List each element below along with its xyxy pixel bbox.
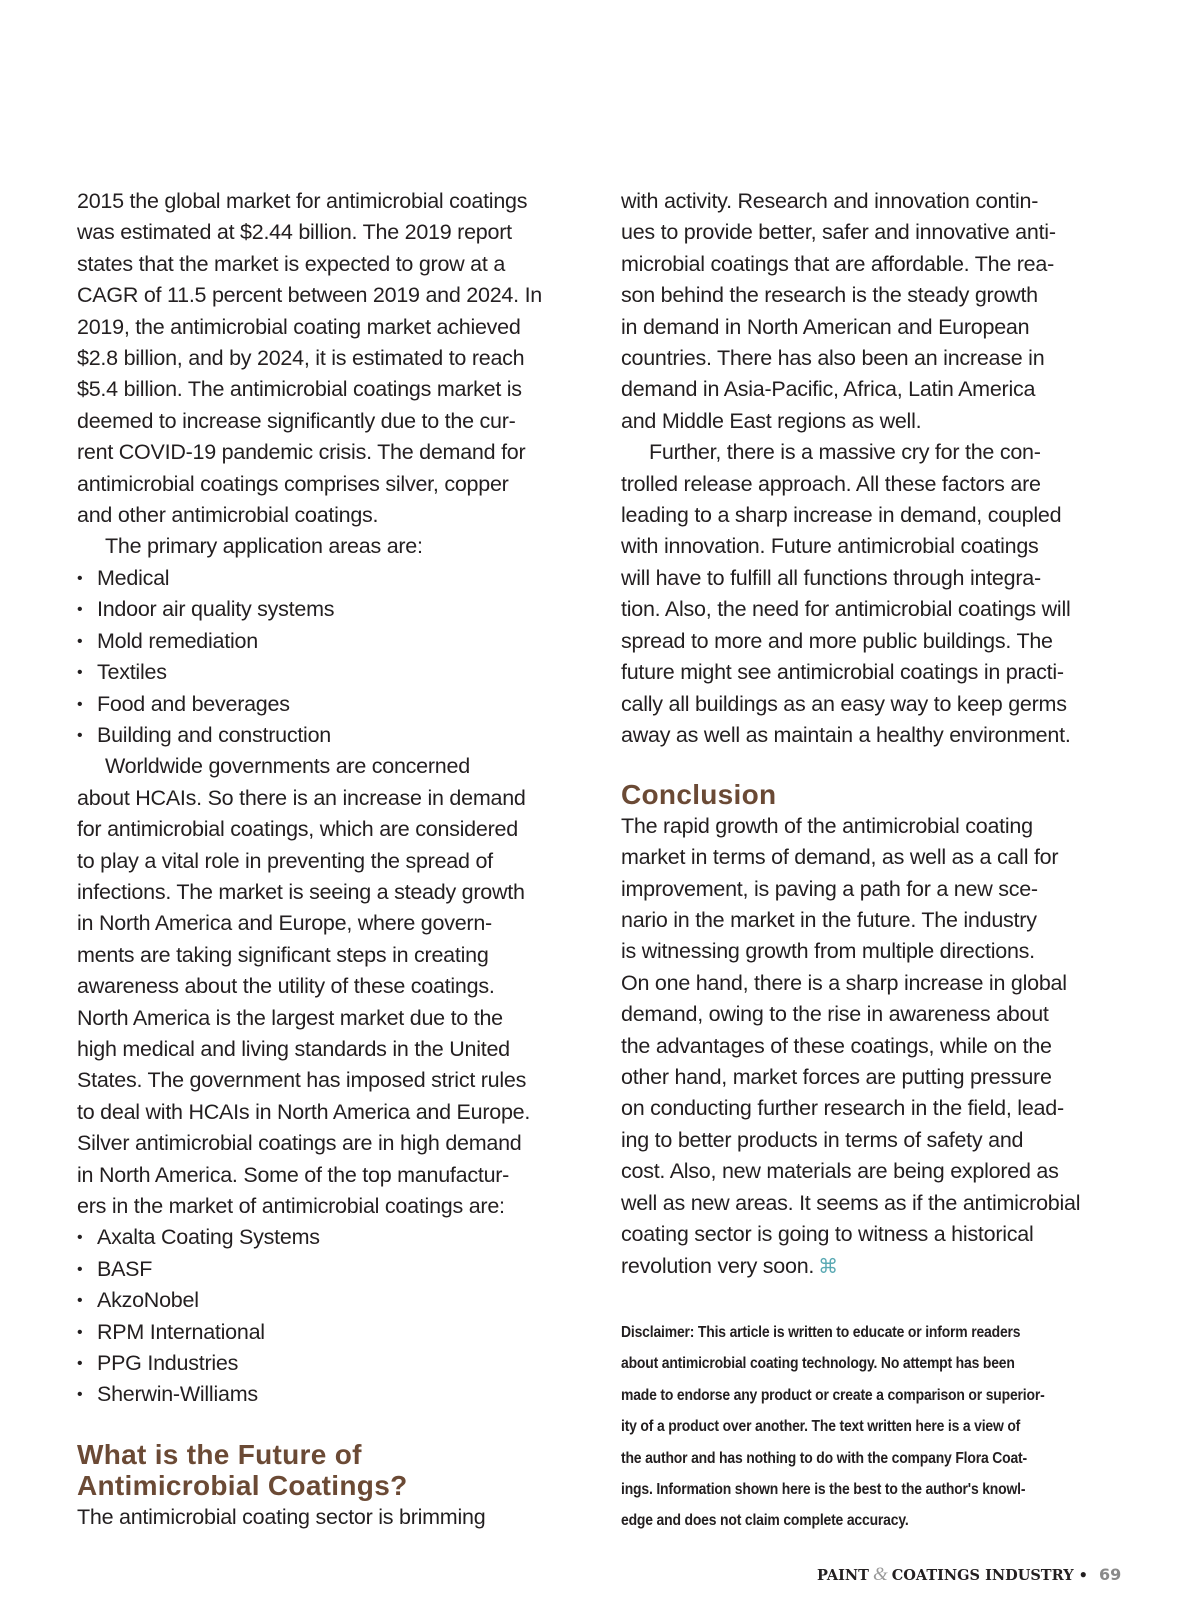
text-line: high medical and living standards in the United: [77, 1036, 510, 1061]
end-mark-icon: ⌘: [818, 1255, 838, 1278]
manufacturer-list: [77, 1222, 587, 1410]
text-line: Silver antimicrobial coatings are in high demand: [77, 1131, 522, 1156]
text-line: States. The government has imposed strict rules: [77, 1068, 527, 1093]
list-item: • Medical: [77, 563, 587, 594]
footer-separator: •: [1078, 1567, 1088, 1584]
text-line: and Middle East regions as well.: [621, 408, 922, 433]
publication-name-part2: COATINGS INDUSTRY: [891, 1567, 1074, 1584]
paragraph-conclusion: [621, 811, 1131, 1283]
list-item: • BASF: [77, 1254, 587, 1285]
section-heading-future: [77, 1439, 587, 1502]
disclaimer-line: the author and has nothing to do with the company Flora Coat-: [621, 1449, 1027, 1467]
list-item: • Axalta Coating Systems: [77, 1222, 587, 1253]
text-line: well as new areas. It seems as if the antimicrobial: [621, 1190, 1081, 1215]
ampersand: &: [872, 1564, 888, 1585]
text-line: ing to better products in terms of safety and: [621, 1127, 1024, 1152]
text-line: will have to fulfill all functions through integra-: [621, 565, 1041, 590]
text-line: deemed to increase significantly due to the cur-: [77, 408, 516, 433]
text-line: $2.8 billion, and by 2024, it is estimated to reach: [77, 346, 525, 371]
text-line: son behind the research is the steady growth: [621, 283, 1038, 308]
list-item: • Building and construction: [77, 720, 587, 751]
disclaimer-line: edge and does not claim complete accuracy.: [621, 1512, 909, 1530]
text-line: demand, owing to the rise in awareness about: [621, 1002, 1049, 1027]
text-line: on conducting further research in the field, lead-: [621, 1096, 1064, 1121]
text-line: ues to provide better, safer and innovative anti-: [621, 220, 1056, 245]
text-line: for antimicrobial coatings, which are considered: [77, 817, 518, 842]
text-line: trolled release approach. All these factors are: [621, 471, 1041, 496]
list-item: • AkzoNobel: [77, 1285, 587, 1316]
list-item: • Food and beverages: [77, 689, 587, 720]
text-line: coating sector is going to witness a historical: [621, 1222, 1034, 1247]
disclaimer-line: ity of a product over another. The text written here is a view of: [621, 1418, 1021, 1436]
text-line: microbial coatings that are affordable. The rea-: [621, 251, 1054, 276]
list-item: • RPM International: [77, 1317, 587, 1348]
text-line: in North America and Europe, where govern-: [77, 911, 492, 936]
list-item: • PPG Industries: [77, 1348, 587, 1379]
paragraph-market-size: [77, 186, 587, 531]
text-line: demand in Asia-Pacific, Africa, Latin America: [621, 377, 1036, 402]
heading-line: Antimicrobial Coatings?: [77, 1470, 408, 1502]
text-line: is witnessing growth from multiple directions.: [621, 939, 1035, 964]
page-footer: [817, 1564, 1121, 1586]
text-line: nario in the market in the future. The industry: [621, 908, 1037, 933]
text-line: Further, there is a massive cry for the con-: [649, 440, 1041, 465]
text-line: ments are taking significant steps in creating: [77, 942, 489, 967]
text-line: was estimated at $2.44 billion. The 2019 report: [77, 220, 512, 245]
disclaimer-line: about antimicrobial coating technology. No attempt has been: [621, 1355, 1015, 1373]
text-line: 2015 the global market for antimicrobial coatings: [77, 189, 528, 213]
text-line: to deal with HCAIs in North America and Europe.: [77, 1099, 531, 1124]
list-item: • Sherwin-Williams: [77, 1379, 587, 1410]
paragraph-controlled-release: [621, 437, 1131, 751]
text-line: ers in the market of antimicrobial coatings are:: [77, 1194, 505, 1218]
left-column: [77, 186, 587, 1533]
text-line: tion. Also, the need for antimicrobial coatings will: [621, 597, 1071, 622]
disclaimer-line: made to endorse any product or create a comparison or superior-: [621, 1386, 1045, 1404]
heading-line: What is the Future of: [77, 1438, 362, 1470]
text-line: the advantages of these coatings, while on the: [621, 1033, 1052, 1058]
publication-name-part1: PAINT: [817, 1567, 869, 1584]
text-line: in demand in North American and European: [621, 314, 1030, 339]
text-line: states that the market is expected to grow at a: [77, 251, 506, 276]
list-item: • Textiles: [77, 657, 587, 688]
heading-line: Conclusion: [621, 779, 777, 811]
paragraph-research: [621, 186, 1131, 437]
text-line: The antimicrobial coating sector is brimming: [77, 1504, 486, 1529]
text-line: On one hand, there is a sharp increase in global: [621, 970, 1067, 995]
text-line: other hand, market forces are putting pressure: [621, 1065, 1052, 1090]
list-item: • Mold remediation: [77, 626, 587, 657]
text-line: spread to more and more public buildings. The: [621, 628, 1053, 653]
list-item: • Indoor air quality systems: [77, 594, 587, 625]
text-line: Worldwide governments are concerned: [105, 754, 470, 779]
section-heading-conclusion: [621, 779, 1131, 811]
text-line: cally all buildings as an easy way to keep germs: [621, 691, 1067, 716]
text-line: countries. There has also been an increase in: [621, 346, 1045, 371]
disclaimer-line: Disclaimer: This article is written to educate or inform readers: [621, 1324, 1021, 1341]
text-line: with innovation. Future antimicrobial coatings: [621, 534, 1039, 559]
text-line: rent COVID-19 pandemic crisis. The demand for: [77, 440, 526, 465]
text-line: CAGR of 11.5 percent between 2019 and 2024. In: [77, 283, 543, 308]
text-line: in North America. Some of the top manufactur-: [77, 1162, 510, 1187]
text-line: $5.4 billion. The antimicrobial coatings market is: [77, 377, 522, 402]
text-line: leading to a sharp increase in demand, coupled: [621, 503, 1062, 528]
disclaimer: [621, 1317, 1131, 1537]
paragraph-governments: [77, 751, 587, 1222]
text-line: away as well as maintain a healthy environment.: [621, 722, 1071, 747]
text-line: with activity. Research and innovation contin-: [621, 189, 1039, 213]
text-line: improvement, is paving a path for a new sce-: [621, 876, 1038, 901]
application-list: [77, 563, 587, 751]
text-line: North America is the largest market due to the: [77, 1005, 503, 1030]
text-line: to play a vital role in preventing the spread of: [77, 848, 493, 873]
right-column: [621, 186, 1131, 1283]
text-line: The rapid growth of the antimicrobial coating: [621, 813, 1033, 838]
text-line-content: revolution very soon.: [621, 1253, 815, 1278]
text-line: infections. The market is seeing a steady growth: [77, 879, 525, 904]
text-line: and other antimicrobial coatings.: [77, 503, 379, 528]
text-line: 2019, the antimicrobial coating market achieved: [77, 314, 521, 339]
text-line: about HCAIs. So there is an increase in demand: [77, 785, 526, 810]
text-line: cost. Also, new materials are being explored as: [621, 1159, 1059, 1184]
text-line: [621, 1251, 1131, 1283]
application-intro: The primary application areas are:: [105, 534, 423, 559]
text-line: market in terms of demand, as well as a call for: [621, 845, 1059, 870]
text-line: future might see antimicrobial coatings in practi-: [621, 660, 1064, 685]
text-line: awareness about the utility of these coatings.: [77, 974, 495, 999]
disclaimer-line: ings. Information shown here is the best to the author's knowl-: [621, 1481, 1026, 1499]
text-line: antimicrobial coatings comprises silver, copper: [77, 471, 509, 496]
page-number: 69: [1098, 1565, 1122, 1584]
